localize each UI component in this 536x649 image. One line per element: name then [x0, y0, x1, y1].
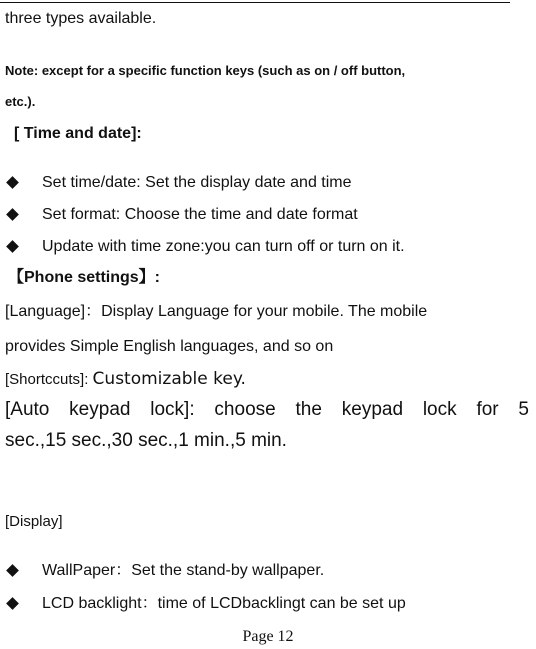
diamond-bullet-icon: [6, 208, 19, 221]
time-bullet-3: [5, 237, 515, 259]
phone-settings-heading: 【Phone settings】:: [8, 269, 161, 286]
bullet-text: LCD backlight：time of LCDbacklingt can be set up: [42, 595, 406, 612]
auto-keypad-lock-line-1: [Auto keypad lock]: choose the keypad lock for 5: [5, 399, 529, 420]
display-bullet-1: [5, 561, 515, 583]
note-line-2: etc.).: [5, 94, 36, 109]
bullet-text: Set format: Choose the time and date format: [42, 206, 358, 223]
note-line-1: Note: except for a specific function keys (such as on / off button,: [5, 63, 406, 78]
bullet-text: Set time/date: Set the display date and time: [42, 174, 352, 191]
language-line-1: [Language]：Display Language for your mobile. The mobile: [5, 303, 428, 320]
bullet-text: Update with time zone:you can turn off or turn on it.: [42, 238, 405, 255]
bullet-text: WallPaper：Set the stand-by wallpaper.: [42, 562, 325, 579]
time-bullet-2: [5, 205, 515, 227]
display-bullet-2: [5, 594, 515, 616]
diamond-bullet-icon: [6, 564, 19, 577]
display-heading: [Display]: [5, 513, 63, 530]
diamond-bullet-icon: [6, 176, 19, 189]
auto-keypad-lock-line-2: sec.,15 sec.,30 sec.,1 min.,5 min.: [5, 430, 287, 451]
diamond-bullet-icon: [6, 597, 19, 610]
intro-line: three types available.: [5, 10, 157, 27]
page-number: Page 12: [242, 628, 294, 645]
header-rule: [0, 2, 510, 3]
language-line-2: provides Simple English languages, and so on: [5, 338, 334, 355]
shortcuts-value: Customizable key.: [92, 369, 246, 389]
time-date-heading: [ Time and date]:: [14, 125, 142, 142]
time-bullet-1: [5, 173, 515, 195]
diamond-bullet-icon: [6, 240, 19, 253]
shortcuts-line: [5, 369, 246, 390]
shortcuts-label: [Shortccuts]:: [5, 371, 93, 388]
